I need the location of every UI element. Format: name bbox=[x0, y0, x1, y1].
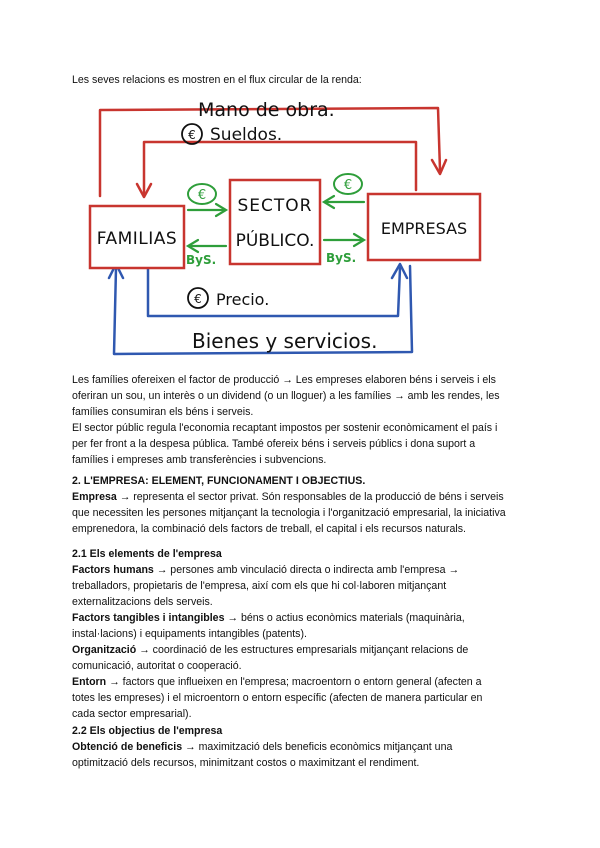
section-2-2-heading: 2.2 Els objectius de l'empresa bbox=[72, 725, 223, 737]
mano-de-obra-label: Mano de obra. bbox=[198, 99, 335, 121]
green-arrow-sector-to-familias bbox=[188, 240, 226, 252]
section-2-1 bbox=[72, 546, 528, 722]
euro-coin-icon bbox=[188, 184, 216, 204]
empresas-label: EMPRESAS bbox=[380, 219, 468, 238]
familias-label: FAMILIAS bbox=[96, 229, 178, 249]
text-line: El sector públic regula l'economia recaptant impostos per sostenir econòmicament el país i bbox=[72, 422, 498, 434]
text-line: Factors tangibles i intangibles → béns o actius econòmics materials (maquinària, bbox=[72, 612, 465, 624]
text-line: que necessiten les persones mitjançant la tecnologia i l'organització empresarial, la iniciativa bbox=[72, 507, 506, 519]
term-organitzacio: Organització bbox=[72, 644, 137, 656]
intro-text: Les seves relacions es mostren en el flux circular de la renda: bbox=[72, 74, 362, 86]
text-line: externalitzacions dels serveis. bbox=[72, 596, 213, 608]
text-line: Les famílies ofereixen el factor de producció → Les empreses elaboren béns i serveis i els bbox=[72, 374, 496, 386]
section-2-heading: 2. L'EMPRESA: ELEMENT, FUNCIONAMENT I OBJECTIUS. bbox=[72, 475, 366, 487]
section-2-2 bbox=[72, 723, 528, 771]
text-line: oferiran un sou, un interès o un dividend (o un lloguer) a les famílies → amb les rendes, les bbox=[72, 390, 500, 402]
paragraph-flow-explanation bbox=[72, 372, 528, 468]
euro-coin-icon bbox=[188, 288, 208, 308]
section-2 bbox=[72, 473, 528, 537]
text-line: Organització → coordinació de les estructures empresarials mitjançant relacions de bbox=[72, 644, 469, 656]
sector-label-line2: PÚBLICO. bbox=[235, 231, 315, 251]
sector-publico-box bbox=[230, 180, 320, 264]
sector-label-line1: SECTOR bbox=[237, 196, 313, 216]
text-line: emprenedora, la combinació dels factors de treball, el capital i els recursos naturals. bbox=[72, 523, 466, 535]
precio-label: Precio. bbox=[216, 290, 270, 309]
green-arrow-sector-to-empresas bbox=[324, 234, 364, 246]
sueldos-label: Sueldos. bbox=[210, 125, 283, 145]
term-entorn: Entorn bbox=[72, 676, 107, 688]
euro-coin-icon bbox=[334, 174, 362, 194]
text-line: famílies i empreses amb transferències i subvencions. bbox=[72, 454, 327, 466]
svg-text:€: € bbox=[194, 292, 202, 306]
text-line: comunicació, autoritat o cooperació. bbox=[72, 660, 242, 672]
term-empresa: Empresa bbox=[72, 491, 117, 503]
circular-flow-diagram bbox=[86, 98, 486, 358]
term-obtencio-beneficis: Obtenció de beneficis bbox=[72, 741, 183, 753]
text-line: instal·lacions) i equipaments intangibles (patents). bbox=[72, 628, 307, 640]
svg-text:€: € bbox=[343, 178, 353, 193]
text-line: Factors humans → persones amb vinculació directa o indirecta amb l'empresa → bbox=[72, 564, 460, 576]
text-line: Entorn → factors que influeixen en l'empresa; macroentorn o entorn general (afecten a bbox=[72, 676, 482, 688]
bienes-servicios-label: Bienes y servicios. bbox=[192, 329, 378, 353]
text-line: famílies consumiran els béns i serveis. bbox=[72, 406, 254, 418]
text-line: treballadors, propietaris de l'empresa, així com els que hi col·laboren mitjançant bbox=[72, 580, 447, 592]
bys-left-label: ByS. bbox=[186, 253, 217, 267]
svg-text:€: € bbox=[188, 128, 196, 142]
section-2-1-heading: 2.1 Els elements de l'empresa bbox=[72, 548, 222, 560]
svg-text:€: € bbox=[197, 188, 207, 203]
euro-coin-icon bbox=[182, 124, 202, 144]
green-arrow-familias-to-sector bbox=[188, 204, 226, 216]
term-factors-humans: Factors humans bbox=[72, 564, 154, 576]
bys-right-label: ByS. bbox=[326, 251, 357, 265]
text-line: Obtenció de beneficis → maximització dels beneficis econòmics mitjançant una bbox=[72, 741, 453, 753]
text-line: Empresa → representa el sector privat. Són responsables de la producció de béns i serveis bbox=[72, 491, 504, 503]
text-line: optimització dels recursos, minimitzant costos o maximitzant el rendiment. bbox=[72, 757, 420, 769]
green-arrow-empresas-to-sector bbox=[324, 196, 364, 208]
blue-inner-arrow bbox=[148, 264, 407, 316]
text-line: cada sector empresarial). bbox=[72, 708, 192, 720]
term-factors-tangibles: Factors tangibles i intangibles bbox=[72, 612, 225, 624]
text-line: per fer front a la despesa pública. També ofereix béns i serveis públics i dona suport a bbox=[72, 438, 476, 450]
text-line: totes les empreses) i el microentorn o entorn específic (afecten de manera particular en bbox=[72, 692, 483, 704]
